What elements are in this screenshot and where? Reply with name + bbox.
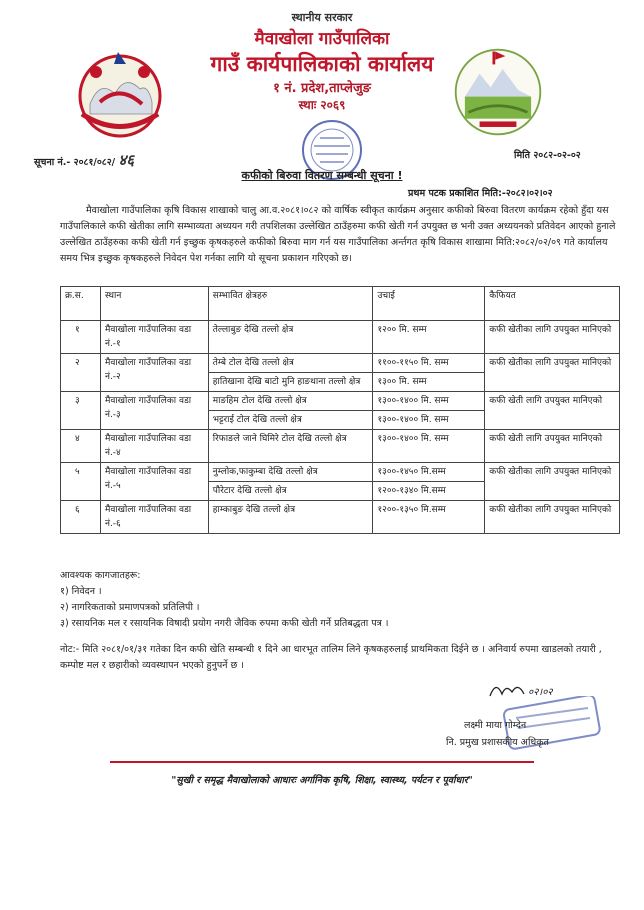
table-row	[61, 392, 620, 411]
col-header-areas: सम्भावित क्षेत्रहरु	[208, 287, 373, 321]
table-header-row	[61, 287, 620, 321]
row-height: १३००-१४०० मि. सम्म	[373, 392, 485, 411]
row-remark: कफी खेतीका लागि उपयुक्त मानिएको	[485, 501, 620, 534]
docs-title: आवश्यक कागजातहरू:	[60, 570, 141, 581]
header-place: स्थाः २०६९	[298, 98, 346, 112]
row-area: तेम्बे टोल देखि तल्लो क्षेत्र	[208, 354, 373, 373]
row-area: नुम्लोक,फाकुम्बा देखि तल्लो क्षेत्र	[208, 463, 373, 482]
header-address: १ नं. प्रदेश,ताप्लेजुङ	[273, 81, 371, 96]
row-height: १३००-१४०० मि. सम्म	[373, 411, 485, 430]
row-location: मैवाखोला गाउँपालिका वडा नं.-४	[100, 430, 208, 463]
table-row	[61, 463, 620, 482]
table-row	[61, 354, 620, 373]
row-remark: कफी खेतीका लागि उपयुक्त मानिएको	[485, 463, 620, 501]
row-location: मैवाखोला गाउँपालिका वडा नं.-६	[100, 501, 208, 534]
col-header-remarks: कैफियत	[485, 287, 620, 321]
col-header-sn: क्र.स.	[61, 287, 101, 321]
row-area: हातिखाना देखि बाटो मुनि हाङथाना तल्लो क्षेत्र	[208, 373, 373, 392]
row-area: हाम्काबुङ देखि तल्लो क्षेत्र	[208, 501, 373, 534]
header-municipality: मैवाखोला गाउँपालिका	[254, 29, 390, 49]
row-height: १३००-१४०० मि. सम्म	[373, 430, 485, 463]
row-remark: कफी खेती लागि उपयुक्त मानिएको	[485, 430, 620, 463]
row-height: १३००-१४५० मि.सम्म	[373, 463, 485, 482]
note-text: नोट:- मिति २०८१/०१/३१ गतेका दिन कफी खेति सम्बन्धी १ दिने आ धारभूत तालिम लिने कृषकहरुलाई प्राथमिकता दिईने छ । अनिवार्य रुपमा खाडलको तयारी , कम्पोष्ट मल र छहारीको व्यवस्थापन भएको हुनुपर्ने छ ।	[60, 644, 602, 671]
table-row	[61, 501, 620, 534]
row-sn: ६	[61, 501, 101, 534]
row-area: तेल्लाबुङ देखि तल्लो क्षेत्र	[208, 321, 373, 354]
doc-item: ३) रसायनिक मल र रसायनिक विषादी प्रयोग नगरी जैविक रुपमा कफी खेती गर्ने प्रतिबद्धता पत्र ।	[60, 618, 389, 629]
header-office: गाउँ कार्यपालिकाको कार्यालय	[210, 52, 434, 76]
row-height: ११००-११५० मि. सम्म	[373, 354, 485, 373]
signatory-designation: नि. प्रमुख प्रशासकीय अधिकृत	[446, 737, 549, 748]
doc-item: १) निवेदन ।	[60, 586, 102, 597]
notice-number-handwritten: ४६	[118, 151, 135, 169]
row-area: माङहिम टोल देखि तल्लो क्षेत्र	[208, 392, 373, 411]
header-gov-label: स्थानीय सरकार	[291, 11, 353, 24]
row-sn: ५	[61, 463, 101, 501]
col-header-location: स्थान	[100, 287, 208, 321]
row-sn: ४	[61, 430, 101, 463]
col-header-height: उचाई	[373, 287, 485, 321]
signature-date-handwritten: ०२।०२	[528, 687, 553, 698]
row-location: मैवाखोला गाउँपालिका वडा नं.-१	[100, 321, 208, 354]
row-sn: २	[61, 354, 101, 392]
row-height: १२०० मि. सम्म	[373, 321, 485, 354]
row-sn: ३	[61, 392, 101, 430]
table-row	[61, 321, 620, 354]
row-location: मैवाखोला गाउँपालिका वडा नं.-५	[100, 463, 208, 501]
row-location: मैवाखोला गाउँपालिका वडा नं.-३	[100, 392, 208, 430]
location-table	[60, 286, 620, 534]
row-height: १२००-१३४० मि.सम्म	[373, 482, 485, 501]
footer-divider	[110, 761, 534, 763]
notice-date: मिति २०८२-०२-०२	[514, 150, 581, 161]
row-remark: कफी खेती लागि उपयुक्त मानिएको	[485, 392, 620, 430]
row-remark: कफी खेतीका लागि उपयुक्त मानिएको	[485, 354, 620, 392]
row-height: १३०० मि. सम्म	[373, 373, 485, 392]
row-area: रिफाङले जाने घिमिरे टोल देखि तल्लो क्षेत्र	[208, 430, 373, 463]
row-height: १२००-१३५० मि.सम्म	[373, 501, 485, 534]
row-area: पौरेटार देखि तल्लो क्षेत्र	[208, 482, 373, 501]
row-remark: कफी खेतीका लागि उपयुक्त मानिएको	[485, 321, 620, 354]
row-area: भट्टराई टोल देखि तल्लो क्षेत्र	[208, 411, 373, 430]
doc-item: २) नागरिकताको प्रमाणपत्रको प्रतिलिपी ।	[60, 602, 200, 613]
first-publication-date: प्रथम पटक प्रकाशित मिति:-२०८२।०२।०२	[408, 188, 553, 199]
row-location: मैवाखोला गाउँपालिका वडा नं.-२	[100, 354, 208, 392]
signatory-name: लक्ष्मी माया गोम्देन	[464, 720, 527, 731]
footer-motto: "सुखी र समृद्ध मैवाखोलाको आधारः अर्गानिक कृषि, शिक्षा, स्वास्थ्य, पर्यटन र पूर्वाधार"	[171, 775, 473, 786]
table-row	[61, 430, 620, 463]
notice-title: कफीको बिरुवा वितरण सम्बन्धी सूचना !	[241, 169, 403, 182]
row-sn: १	[61, 321, 101, 354]
notice-body: मैवाखोला गाउँपालिका कृषि विकास शाखाको चालु आ.व.२०८१।०८२ को वार्षिक स्वीकृत कार्यक्रम अनुसार कफीको बिरुवा वितरण कार्यक्रम रहेको हुँदा यस गाउँपालिकाले कफी खेतीका लागि सम्भाव्यता अध्ययन गरी तपशिलका उल्लेखित ठाउँहरुमा कफी खेती गर्न उपयुक्त छ भनी उक्त अध्ययनको प्रतिवेदन आएको हुनाले उल्लेखित ठाउँहरुका कफी खेती गर्न इच्छुक कृषकहरुले कफीको बिरुवा माग गर्न यस गाउँपालिका अर्न्तगत कृषि विकास शाखामा मिति:२०८२/०२/०९ गते कार्यालय समय भित्र इच्छुक कृषकहरुले निवेदन पेश गर्नका लागि यो सूचना प्रकाशन गरिएको छ।	[60, 205, 616, 264]
notice-number: सूचना नं.- २०८१/०८२/	[34, 157, 116, 168]
